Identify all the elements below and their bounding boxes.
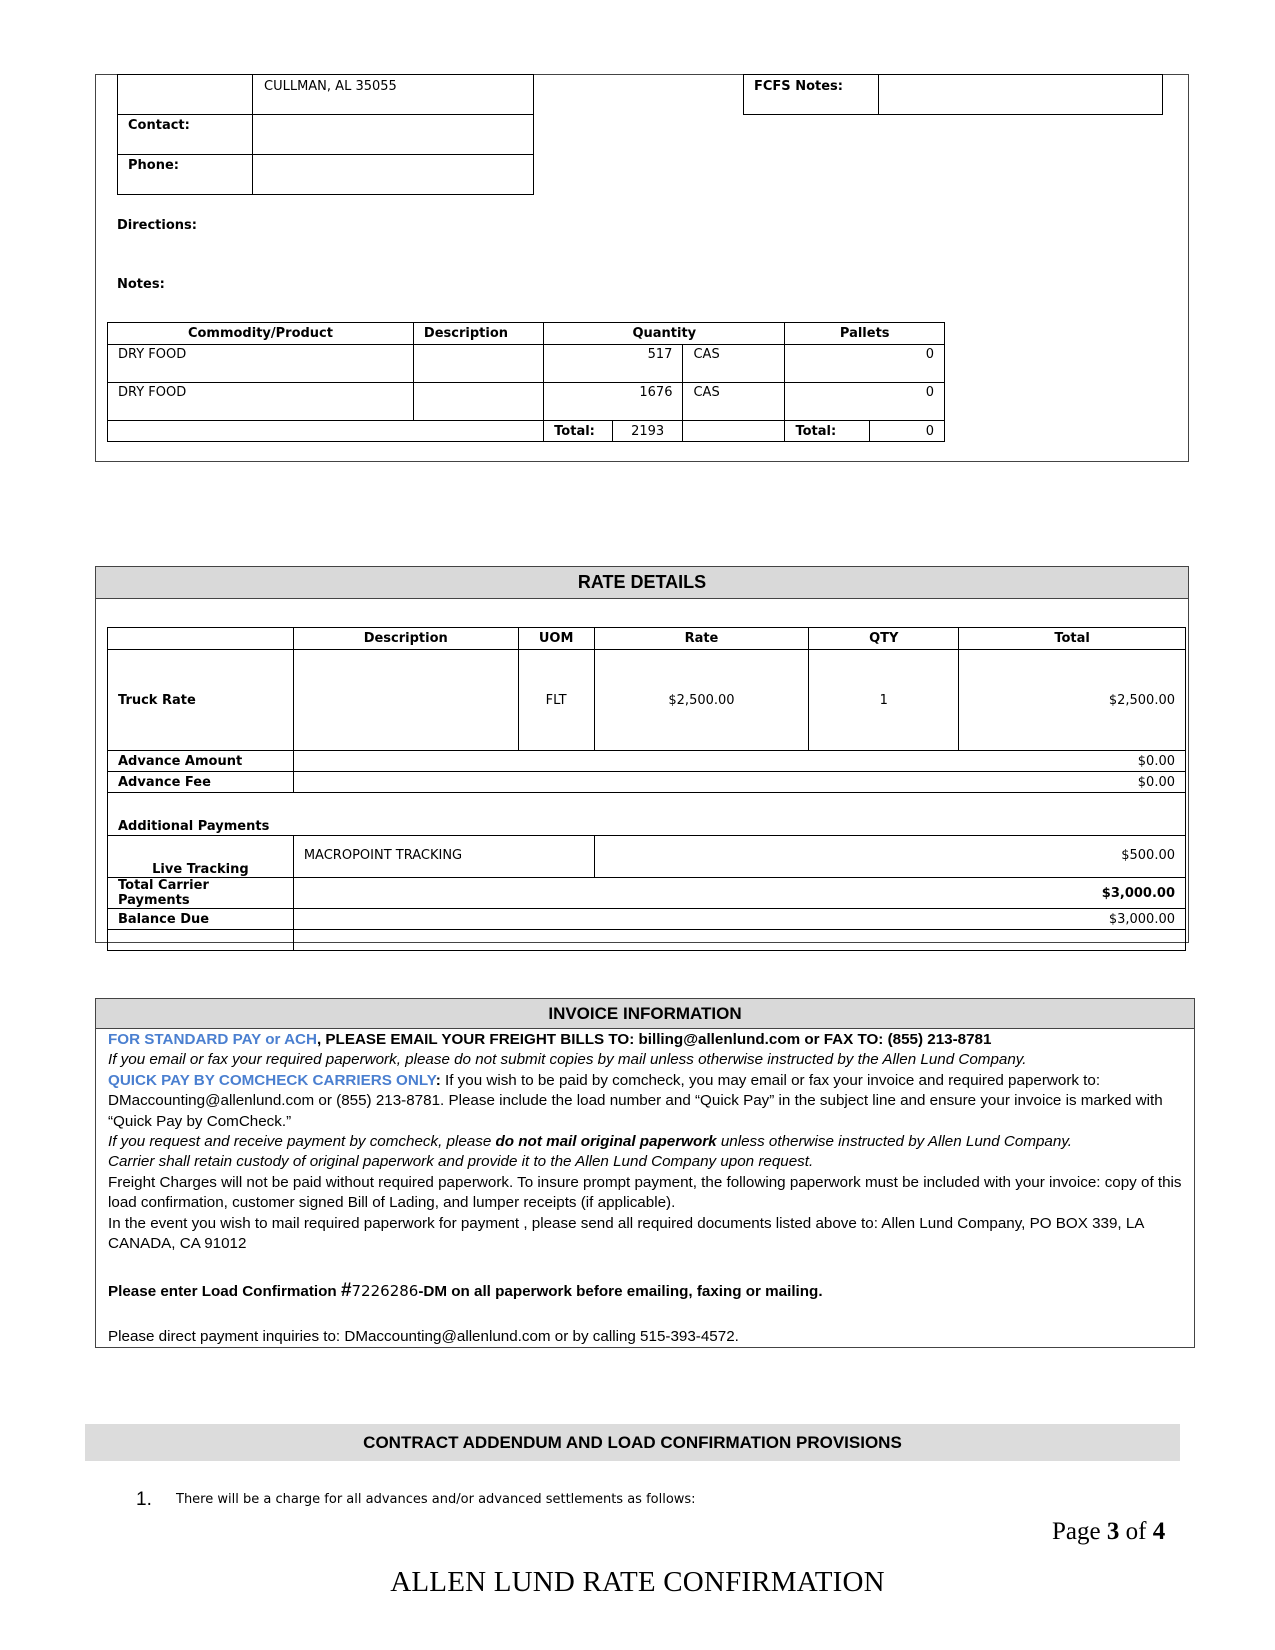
notes-label: Notes:	[117, 277, 165, 292]
total-carrier-payments-row	[108, 878, 1186, 909]
spacer	[108, 1254, 1188, 1281]
header-uom: UOM	[518, 628, 594, 650]
totals-row	[108, 421, 945, 442]
truck-rate-qty: 1	[809, 650, 959, 751]
live-tracking-label: Live Tracking	[108, 836, 294, 878]
header-total: Total	[959, 628, 1186, 650]
page-total: 4	[1152, 1518, 1166, 1545]
no-mail-note: If you email or fax your required paperwork, please do not submit copies by mail unless otherwise instructed by the Allen Lund Company.	[108, 1051, 1027, 1069]
phone-row	[117, 154, 534, 195]
blank-row	[108, 930, 1186, 951]
row-qty: 517	[544, 345, 683, 383]
live-tracking-value: $500.00	[594, 836, 1185, 878]
table-row	[108, 345, 945, 383]
total-carrier-payments-value: $3,000.00	[293, 878, 1185, 909]
row-product: DRY FOOD	[108, 383, 414, 421]
mail-paragraph: In the event you wish to mail required paperwork for payment , please send all required documents listed above to: Allen Lund Company, PO BOX 339, LA CANADA, CA 91012	[108, 1214, 1144, 1253]
advance-fee-row	[108, 772, 1186, 793]
rate-table	[107, 627, 1186, 951]
advance-amount-row	[108, 751, 1186, 772]
rate-header-row	[108, 628, 1186, 650]
confirm-text-b: -DM on all paperwork before emailing, faxing or mailing.	[418, 1283, 823, 1301]
divider	[252, 154, 253, 195]
row-qty: 1676	[544, 383, 683, 421]
header-pallets: Pallets	[785, 323, 945, 345]
page-number	[1052, 1518, 1165, 1546]
invoice-title: INVOICE INFORMATION	[96, 999, 1194, 1029]
fcfs-notes-label: FCFS Notes:	[754, 79, 843, 94]
phone-label: Phone:	[128, 158, 179, 173]
row-unit: CAS	[683, 383, 785, 421]
row-description	[413, 383, 543, 421]
rate-details-title: RATE DETAILS	[96, 567, 1188, 599]
invoice-body	[108, 1030, 1188, 1347]
comcheck-text-b: unless otherwise instructed by Allen Lund Company.	[716, 1133, 1073, 1151]
additional-payments-label: Additional Payments	[108, 793, 1186, 836]
row-description	[413, 345, 543, 383]
header-qty: QTY	[809, 628, 959, 650]
address-line: CULLMAN, AL 35055	[264, 79, 397, 94]
quickpay-paragraph	[108, 1071, 1188, 1132]
provision-1-text: There will be a charge for all advances and/or advanced settlements as follows:	[176, 1492, 696, 1507]
load-confirmation-line	[108, 1281, 1188, 1302]
table-row	[108, 383, 945, 421]
page-prefix: Page	[1052, 1518, 1107, 1545]
advance-fee-label: Advance Fee	[108, 772, 294, 793]
truck-rate-label: Truck Rate	[108, 650, 294, 751]
confirm-text-a: Please enter Load Confirmation	[108, 1283, 341, 1301]
qty-total: 2193	[612, 421, 683, 442]
advance-amount-value: $0.00	[293, 751, 1185, 772]
standard-pay-line	[108, 1030, 1188, 1050]
header-quantity: Quantity	[544, 323, 785, 345]
pallets-total: 0	[870, 421, 945, 442]
total-carrier-payments-label: Total Carrier Payments	[108, 878, 294, 909]
freight-charges-paragraph: Freight Charges will not be paid without required paperwork. To insure prompt payment, the following paperwork must be included with your invoice: copy of this load confirmation, customer signed Bill of Lading, and lumper receipts (if applicable).	[108, 1173, 1182, 1212]
blank-cell	[108, 421, 544, 442]
truck-rate-total: $2,500.00	[959, 650, 1186, 751]
quickpay-text: If you wish to be paid by comcheck, you may email or fax your invoice and required paperwork to: DMaccounting@allenlund.com or (855) 213-8781. Please include the load number and “Quick Pay” in the subject line and ensure your invoice is marked with “Quick Pay by ComCheck.”	[108, 1071, 1163, 1130]
blank-cell	[108, 628, 294, 650]
header-description: Description	[293, 628, 518, 650]
page-of: of	[1119, 1518, 1153, 1545]
confirm-hash: #	[340, 1280, 352, 1302]
load-number: 7226286	[351, 1282, 419, 1301]
comcheck-emphasis: do not mail original paperwork	[495, 1133, 717, 1151]
advance-amount-label: Advance Amount	[108, 751, 294, 772]
provision-1-number: 1.	[136, 1489, 152, 1510]
addendum-title: CONTRACT ADDENDUM AND LOAD CONFIRMATION PROVISIONS	[85, 1424, 1180, 1461]
row-product: DRY FOOD	[108, 345, 414, 383]
comcheck-note	[108, 1132, 1188, 1152]
contact-label: Contact:	[128, 118, 190, 133]
spacer	[108, 1303, 1188, 1327]
balance-due-value: $3,000.00	[293, 909, 1185, 930]
header-rate: Rate	[594, 628, 809, 650]
quickpay-colon: :	[435, 1071, 441, 1089]
divider	[252, 74, 253, 115]
blank-cell	[683, 421, 785, 442]
pallets-total-label: Total:	[785, 421, 870, 442]
additional-payments-row	[108, 793, 1186, 836]
truck-rate-description	[293, 650, 518, 751]
custody-note: Carrier shall retain custody of original paperwork and provide it to the Allen Lund Company upon request.	[108, 1153, 814, 1171]
header-commodity: Commodity/Product	[108, 323, 414, 345]
row-pallets: 0	[785, 345, 945, 383]
comcheck-text-a: If you request and receive payment by comcheck, please	[108, 1133, 496, 1151]
row-unit: CAS	[683, 345, 785, 383]
quickpay-label: QUICK PAY BY COMCHECK CARRIERS ONLY	[108, 1071, 436, 1089]
header-description: Description	[413, 323, 543, 345]
divider	[252, 114, 253, 155]
qty-total-label: Total:	[544, 421, 613, 442]
commodity-table	[107, 322, 945, 442]
truck-rate-rate: $2,500.00	[594, 650, 809, 751]
payment-inquiries-line: Please direct payment inquiries to: DMaccounting@allenlund.com or by calling 515-393-4572.	[108, 1327, 739, 1345]
live-tracking-description: MACROPOINT TRACKING	[293, 836, 594, 878]
directions-label: Directions:	[117, 218, 197, 233]
standard-pay-text: , PLEASE EMAIL YOUR FREIGHT BILLS TO: billing@allenlund.com or FAX TO: (855) 213-8781	[316, 1031, 992, 1048]
balance-due-label: Balance Due	[108, 909, 294, 930]
blank-cell	[108, 930, 294, 951]
row-pallets: 0	[785, 383, 945, 421]
balance-due-row	[108, 909, 1186, 930]
divider	[878, 74, 879, 115]
live-tracking-row	[108, 836, 1186, 878]
truck-rate-uom: FLT	[518, 650, 594, 751]
footer-title: ALLEN LUND RATE CONFIRMATION	[390, 1566, 885, 1598]
standard-pay-label: FOR STANDARD PAY or ACH	[108, 1031, 317, 1048]
page-current: 3	[1106, 1518, 1120, 1545]
blank-cell	[293, 930, 1185, 951]
truck-rate-row	[108, 650, 1186, 751]
advance-fee-value: $0.00	[293, 772, 1185, 793]
table-header-row	[108, 323, 945, 345]
